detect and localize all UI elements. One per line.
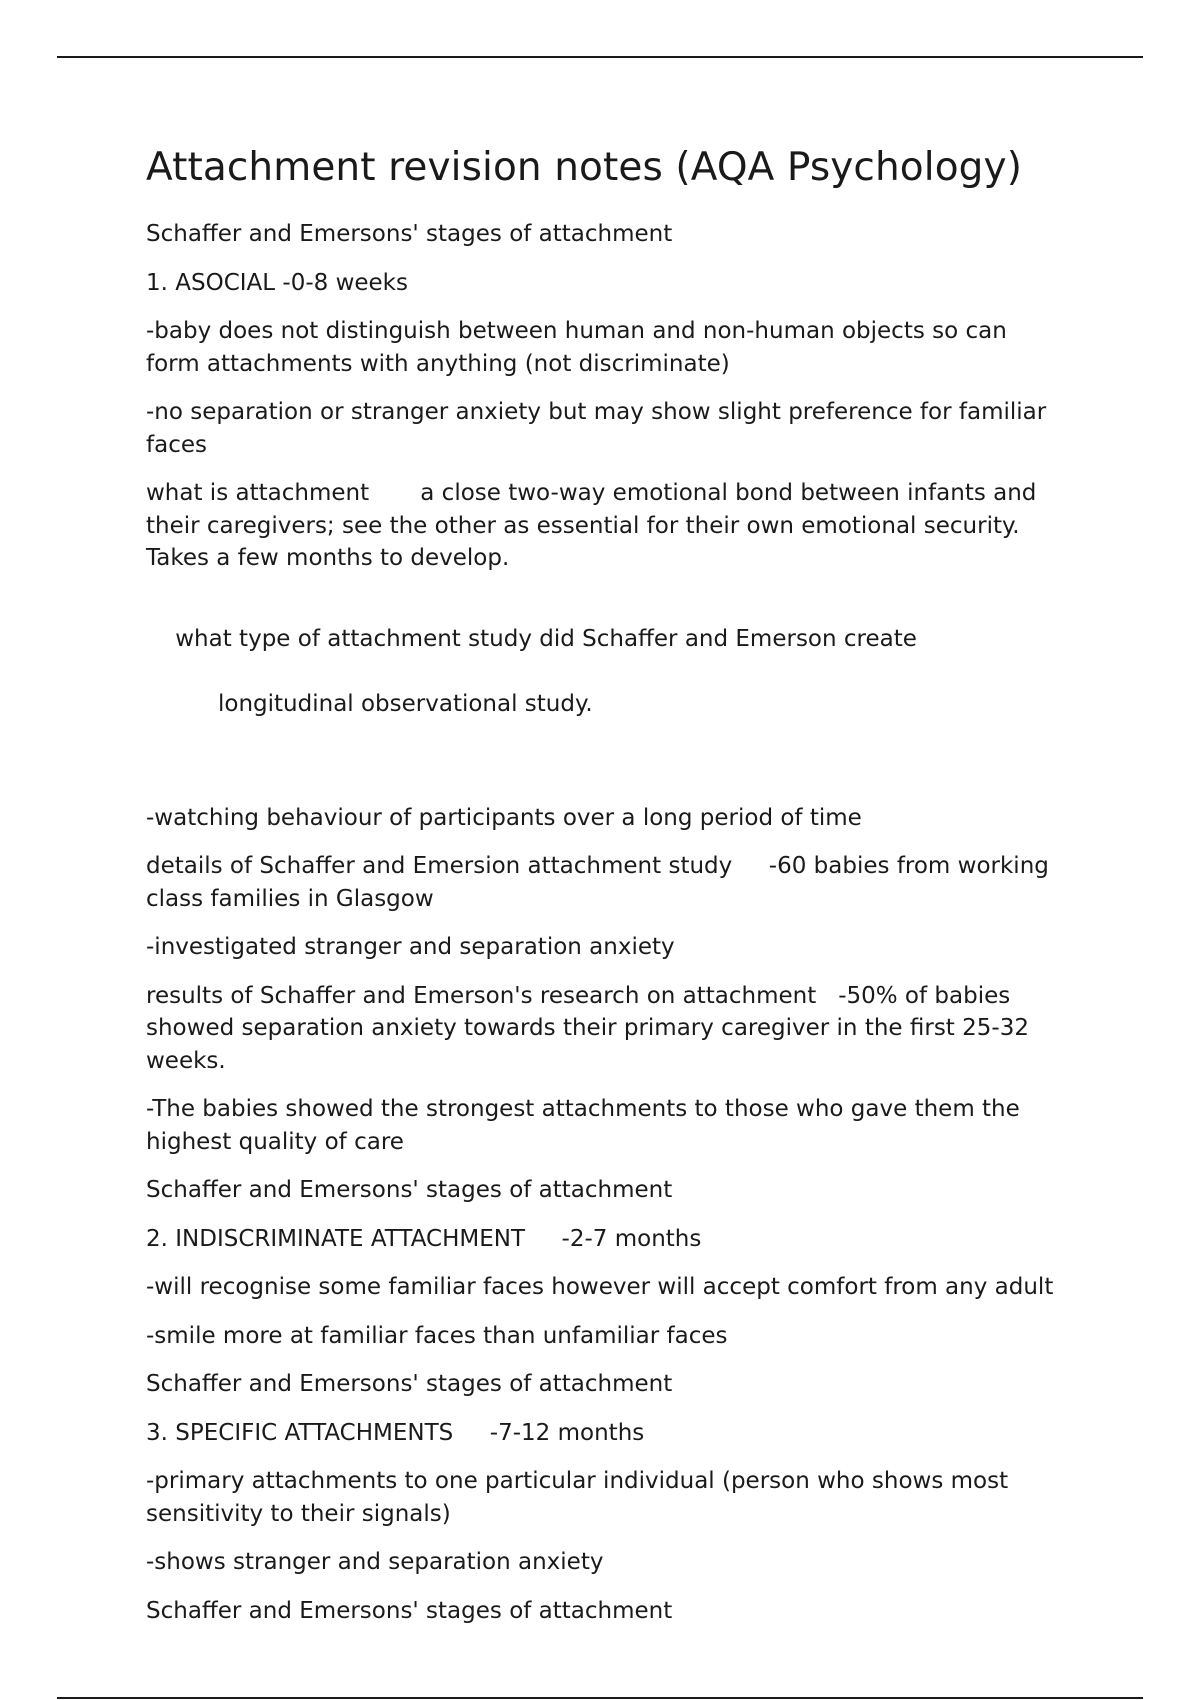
note-paragraph: -will recognise some familiar faces however will accept comfort from any adult (146, 1274, 1054, 1300)
note-paragraph: -watching behaviour of participants over a long period of time (146, 804, 862, 831)
section-heading: Schaffer and Emersons' stages of attachment (146, 1177, 673, 1203)
document-body (146, 140, 1066, 1643)
stage-heading: 3. SPECIFIC ATTACHMENTS -7-12 months (146, 1419, 645, 1446)
page-title: Attachment revision notes (AQA Psychology) (146, 145, 1023, 190)
section-heading: Schaffer and Emersons' stages of attachment (146, 221, 673, 247)
note-paragraph: -investigated stranger and separation anxiety (146, 934, 675, 960)
stage-heading: 2. INDISCRIMINATE ATTACHMENT -2-7 months (146, 1225, 702, 1252)
note-paragraph: -no separation or stranger anxiety but may show slight preference for familiar faces (146, 399, 1054, 458)
top-rule (57, 56, 1143, 58)
flashcard-paragraph (146, 591, 1066, 786)
flashcard-paragraph: details of Schaffer and Emersion attachment study -60 babies from working class families in Glasgow (146, 853, 1057, 912)
bottom-rule (57, 1697, 1143, 1699)
flashcard-question: what type of attachment study did Schaffer and Emerson create (175, 626, 917, 652)
note-paragraph: -baby does not distinguish between human and non-human objects so can form attachments with anything (not discriminate) (146, 318, 1015, 377)
stage-heading: 1. ASOCIAL -0-8 weeks (146, 269, 408, 296)
note-paragraph: -shows stranger and separation anxiety (146, 1549, 604, 1575)
section-heading: Schaffer and Emersons' stages of attachment (146, 1371, 673, 1397)
flashcard-paragraph: results of Schaffer and Emerson's research on attachment -50% of babies showed separation anxiety towards their primary caregiver in the first 25-32 weeks. (146, 982, 1037, 1074)
note-paragraph: -primary attachments to one particular individual (person who shows most sensitivity to their signals) (146, 1468, 1016, 1527)
note-paragraph: -The babies showed the strongest attachments to those who gave them the highest quality of care (146, 1096, 1028, 1155)
flashcard-paragraph: what is attachment a close two-way emotional bond between infants and their caregivers; see the other as essential for their own emotional security. Takes a few months to develop. (146, 480, 1044, 571)
flashcard-answer: longitudinal observational study. (218, 691, 593, 717)
note-paragraph: -smile more at familiar faces than unfamiliar faces (146, 1322, 728, 1349)
section-heading: Schaffer and Emersons' stages of attachment (146, 1597, 673, 1624)
